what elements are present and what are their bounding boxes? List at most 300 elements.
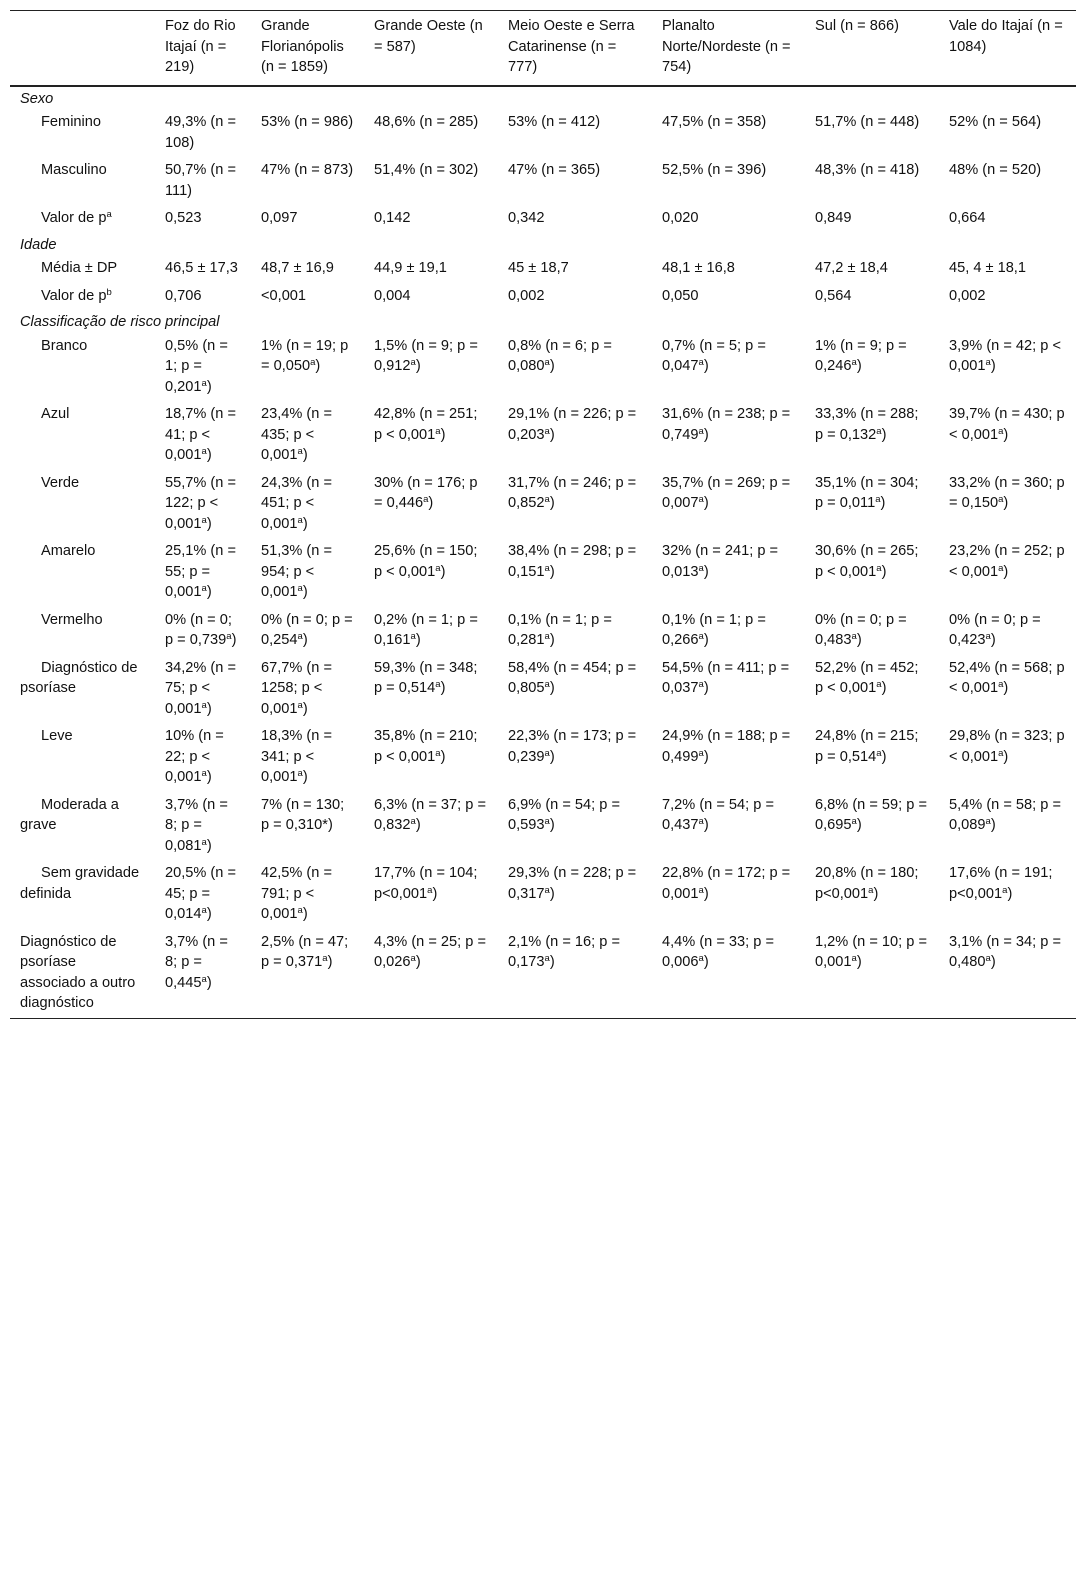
row-label	[10, 607, 155, 655]
table-row	[10, 157, 1076, 205]
cell-value: 0% (n = 0; p = 0,254	[261, 611, 353, 648]
table-cell	[498, 283, 652, 311]
cell-value: 31,7% (n = 246; p = 0,852	[508, 474, 637, 511]
cell-value: 46,5 ± 17,3	[165, 260, 238, 276]
table-cell	[652, 283, 805, 311]
table-cell	[251, 792, 364, 861]
section-heading: Idade	[20, 236, 57, 253]
footnote-marker: a	[544, 357, 550, 368]
closing-paren: )	[302, 515, 308, 532]
table-cell	[251, 333, 364, 402]
cell-value: 18,7% (n = 41; p < 0,001	[165, 406, 236, 463]
footnote-marker: a	[297, 514, 303, 526]
row-label	[10, 283, 155, 311]
cell-value: 49,3% (n = 108)	[165, 114, 236, 151]
row-label	[10, 333, 155, 402]
table-cell	[251, 205, 364, 233]
footnote-marker: a	[435, 562, 441, 574]
footnote-marker: a	[410, 631, 416, 642]
cell-value: 0,706	[165, 287, 202, 304]
cell-value: 52,4% (n = 568; p < 0,001	[949, 659, 1065, 696]
row-label-text: Amarelo	[41, 543, 96, 559]
cell-value: 0,1% (n = 1; p = 0,266	[662, 611, 766, 648]
table-cell	[652, 723, 805, 792]
footnote-marker: a	[435, 679, 441, 690]
footnote-marker: a	[544, 747, 550, 759]
cell-value: 33,3% (n = 288; p = 0,132	[815, 406, 919, 443]
footnote-marker: a	[985, 357, 991, 368]
table-cell	[652, 333, 805, 402]
cell-value: 0,2% (n = 1; p = 0,161	[374, 611, 478, 648]
footnote-marker: a	[297, 768, 303, 779]
closing-paren: )	[703, 563, 709, 580]
table-cell	[155, 929, 251, 1019]
cell-value: 0,1% (n = 1; p = 0,281	[508, 611, 612, 648]
cell-value: 0,523	[165, 210, 202, 226]
cell-value: 4,3% (n = 25; p = 0,026	[374, 933, 486, 970]
cell-value: 48,3% (n = 418)	[815, 162, 920, 178]
row-label	[10, 655, 155, 724]
footnote-marker: a	[998, 494, 1004, 505]
table-cell	[364, 607, 498, 655]
footnote-marker: a	[985, 816, 991, 827]
closing-paren: )	[206, 378, 212, 395]
cell-value: 47% (n = 873)	[261, 162, 354, 178]
closing-paren: )	[873, 885, 879, 902]
table-cell	[805, 255, 939, 283]
cell-value: 2,1% (n = 16; p = 0,173	[508, 933, 620, 970]
footnote-marker: a	[297, 905, 303, 916]
cell-value: 10% (n = 22; p < 0,001	[165, 728, 224, 785]
closing-paren: )	[881, 563, 887, 580]
cell-value: 2,5% (n = 47; p = 0,371	[261, 933, 349, 970]
cell-value: 24,9% (n = 188; p = 0,499	[662, 728, 791, 765]
table-cell	[652, 109, 805, 157]
footnote-marker: a	[698, 953, 704, 964]
table-cell	[251, 109, 364, 157]
footnote-marker: a	[410, 953, 416, 964]
table-row	[10, 929, 1076, 1019]
table-cell	[251, 470, 364, 539]
closing-paren: )	[440, 680, 446, 696]
header-cell: Vale do Itajaí (n = 1084)	[949, 18, 1063, 55]
footnote-marker: a	[435, 425, 441, 437]
table-row	[10, 109, 1076, 157]
cell-value: 3,1% (n = 34; p = 0,480	[949, 933, 1061, 970]
footnote-marker: a	[1002, 884, 1008, 896]
footnote-marker: a	[985, 631, 991, 642]
row-label-text: Sem gravidade definida	[20, 865, 140, 902]
footnote-marker: a	[106, 209, 112, 220]
footnote-marker: a	[998, 747, 1004, 759]
closing-paren: )	[206, 769, 212, 785]
closing-paren: )	[206, 700, 212, 717]
closing-paren: )	[703, 885, 709, 902]
table-cell	[939, 109, 1076, 157]
table-cell	[805, 205, 939, 233]
closing-paren: )	[990, 632, 996, 648]
footnote-marker: a	[876, 425, 882, 437]
cell-value: 0,8% (n = 6; p = 0,080	[508, 337, 612, 374]
cell-value: 17,6% (n = 191; p<0,001	[949, 865, 1053, 902]
footnote-marker: a	[410, 816, 416, 827]
row-label	[10, 929, 155, 1019]
cell-value: 54,5% (n = 411; p = 0,037	[662, 659, 790, 696]
table-cell	[805, 655, 939, 724]
closing-paren: )	[856, 954, 862, 970]
footnote-marker: b	[106, 286, 112, 298]
table-cell	[498, 860, 652, 929]
table-cell	[364, 157, 498, 205]
footnote-marker: a	[544, 679, 550, 690]
closing-paren: )	[549, 495, 555, 511]
table-cell	[805, 109, 939, 157]
cell-value: 0% (n = 0; p = 0,483	[815, 611, 907, 648]
closing-paren: )	[1003, 426, 1009, 443]
table-cell	[251, 655, 364, 724]
cell-value: 44,9 ± 19,1	[374, 260, 447, 276]
closing-paren: )	[415, 954, 421, 970]
results-table	[10, 10, 1076, 1019]
table-cell	[155, 607, 251, 655]
cell-value: 35,1% (n = 304; p = 0,011	[815, 474, 919, 511]
cell-value: 6,9% (n = 54; p = 0,593	[508, 796, 620, 833]
cell-value: 7,2% (n = 54; p = 0,437	[662, 796, 774, 833]
header-cell: Foz do Rio Itajaí (n = 219)	[165, 18, 236, 75]
cell-value: 1% (n = 19; p = 0,050	[261, 337, 349, 374]
table-cell	[939, 255, 1076, 283]
closing-paren: )	[302, 906, 308, 922]
cell-value: 52,5% (n = 396)	[662, 162, 767, 178]
row-label	[10, 538, 155, 607]
table-cell	[251, 860, 364, 929]
footnote-marker: a	[201, 377, 207, 389]
table-cell	[155, 255, 251, 283]
closing-paren: )	[549, 748, 555, 765]
table-cell	[939, 860, 1076, 929]
table-cell	[652, 470, 805, 539]
row-label-text: Valor de p	[41, 210, 107, 226]
footnote-marker: a	[297, 583, 303, 594]
footnote-marker: a	[544, 884, 550, 896]
table-cell	[652, 792, 805, 861]
table-cell	[805, 607, 939, 655]
row-label-text: Azul	[41, 406, 70, 422]
table-cell	[364, 401, 498, 470]
table-cell	[939, 470, 1076, 539]
closing-paren: )	[302, 769, 308, 785]
closing-paren: )	[440, 426, 446, 443]
cell-value: 51,4% (n = 302)	[374, 162, 479, 178]
table-row	[10, 860, 1076, 929]
table-row	[10, 470, 1076, 539]
table-row	[10, 283, 1076, 311]
footnote-marker: a	[322, 953, 328, 964]
cell-value: 32% (n = 241; p = 0,013	[662, 543, 779, 580]
section-row	[10, 86, 1076, 110]
header-cell: Meio Oeste e Serra Catarinense (n = 777)	[508, 18, 635, 75]
table-cell	[498, 333, 652, 402]
footnote-marker: a	[868, 884, 874, 896]
cell-value: 4,4% (n = 33; p = 0,006	[662, 933, 774, 970]
footnote-marker: a	[544, 816, 550, 827]
cell-value: 5,4% (n = 58; p = 0,089	[949, 796, 1061, 833]
footnote-marker: a	[698, 747, 704, 759]
table-cell	[805, 723, 939, 792]
cell-value: 1% (n = 9; p = 0,246	[815, 337, 907, 374]
table-cell	[251, 157, 364, 205]
footnote-marker: a	[698, 357, 704, 368]
table-cell	[805, 401, 939, 470]
footnote-marker: a	[297, 446, 303, 457]
cell-value: 47,2 ± 18,4	[815, 260, 888, 276]
table-cell	[364, 470, 498, 539]
footnote-marker: a	[698, 562, 704, 574]
table-cell	[155, 470, 251, 539]
table-cell	[251, 255, 364, 283]
closing-paren: )	[856, 817, 862, 833]
footnote-marker: a	[998, 425, 1004, 437]
header-cell: Grande Florianópolis (n = 1859)	[261, 18, 344, 75]
table-cell	[364, 255, 498, 283]
table-cell	[364, 655, 498, 724]
table-cell	[251, 283, 364, 311]
table-cell	[498, 205, 652, 233]
closing-paren: )	[703, 748, 709, 765]
footnote-marker: a	[201, 514, 207, 526]
table-cell	[155, 538, 251, 607]
cell-value: 35,8% (n = 210; p < 0,001	[374, 728, 478, 765]
table-cell	[939, 401, 1076, 470]
cell-value: 22,8% (n = 172; p = 0,001	[662, 865, 791, 902]
cell-value: 17,7% (n = 104; p<0,001	[374, 865, 478, 902]
footnote-marker: a	[851, 631, 857, 642]
header-row	[10, 11, 1076, 86]
cell-value: 0,004	[374, 287, 411, 304]
cell-value: 53% (n = 412)	[508, 114, 601, 130]
cell-value: 42,8% (n = 251; p < 0,001	[374, 406, 478, 443]
cell-value: 1,2% (n = 10; p = 0,001	[815, 933, 927, 970]
footnote-marker: a	[698, 425, 704, 437]
footnote-marker: a	[698, 494, 704, 505]
cell-value: 0% (n = 0; p = 0,739	[165, 611, 232, 648]
table-cell	[805, 283, 939, 311]
table-cell	[498, 401, 652, 470]
closing-paren: )	[1007, 885, 1013, 902]
table-cell	[498, 929, 652, 1019]
cell-value: 51,7% (n = 448)	[815, 114, 920, 130]
table-row	[10, 401, 1076, 470]
cell-value: 0,002	[949, 287, 986, 304]
row-label	[10, 205, 155, 233]
cell-value: 34,2% (n = 75; p < 0,001	[165, 659, 236, 717]
table-cell	[939, 792, 1076, 861]
closing-paren: )	[302, 447, 308, 463]
cell-value: 48% (n = 520)	[949, 162, 1042, 178]
footnote-marker: a	[544, 953, 550, 964]
results-table-container	[10, 10, 1076, 1019]
footnote-marker: a	[544, 631, 550, 642]
table-cell	[364, 109, 498, 157]
footnote-marker: a	[544, 562, 550, 574]
cell-value: 6,8% (n = 59; p = 0,695	[815, 796, 927, 833]
footnote-marker: a	[851, 357, 857, 368]
row-label	[10, 860, 155, 929]
footnote-marker: a	[876, 747, 882, 759]
footnote-marker: a	[201, 768, 207, 779]
row-label-text: Masculino	[41, 162, 107, 178]
footnote-marker: a	[875, 494, 881, 505]
cell-value: 45 ± 18,7	[508, 260, 569, 276]
table-cell	[364, 723, 498, 792]
table-cell	[155, 157, 251, 205]
closing-paren: )	[703, 632, 709, 648]
table-cell	[251, 401, 364, 470]
table-cell	[155, 333, 251, 402]
closing-paren: )	[549, 426, 555, 443]
closing-paren: )	[206, 447, 212, 463]
footnote-marker: a	[201, 446, 207, 457]
cell-value: 29,3% (n = 228; p = 0,317	[508, 865, 637, 902]
cell-value: 0,050	[662, 287, 699, 304]
table-cell	[251, 607, 364, 655]
table-row	[10, 792, 1076, 861]
table-cell	[939, 929, 1076, 1019]
cell-value: <0,001	[261, 287, 307, 304]
closing-paren: )	[206, 837, 212, 854]
table-cell	[251, 538, 364, 607]
row-label-text: Valor de p	[41, 287, 107, 304]
section-row	[10, 233, 1076, 256]
table-cell	[805, 470, 939, 539]
closing-paren: )	[415, 817, 421, 833]
closing-paren: )	[440, 563, 446, 580]
table-cell	[155, 792, 251, 861]
footnote-marker: a	[851, 816, 857, 827]
cell-value: 0,002	[508, 287, 545, 304]
cell-value: 30,6% (n = 265; p < 0,001	[815, 543, 919, 580]
cell-value: 47% (n = 365)	[508, 162, 601, 178]
header-cell	[10, 11, 155, 86]
cell-value: 47,5% (n = 358)	[662, 114, 767, 130]
cell-value: 42,5% (n = 791; p < 0,001	[261, 865, 332, 922]
table-cell	[939, 538, 1076, 607]
closing-paren: )	[881, 748, 887, 765]
table-cell	[155, 109, 251, 157]
row-label-text: Verde	[41, 474, 80, 491]
table-cell	[939, 157, 1076, 205]
cell-value: 45, 4 ± 18,1	[949, 260, 1026, 276]
closing-paren: )	[990, 817, 996, 833]
table-cell	[155, 283, 251, 311]
closing-paren: )	[881, 680, 887, 696]
cell-value: 7% (n = 130; p = 0,310*)	[261, 796, 345, 833]
cell-value: 23,4% (n = 435; p < 0,001	[261, 406, 332, 463]
footnote-marker: a	[998, 679, 1004, 690]
row-label-text: Diagnóstico de psoríase	[20, 659, 138, 696]
table-cell	[652, 655, 805, 724]
table-cell	[364, 538, 498, 607]
cell-value: 52% (n = 564)	[949, 114, 1042, 130]
table-cell	[939, 607, 1076, 655]
row-label	[10, 401, 155, 470]
row-label	[10, 470, 155, 539]
closing-paren: )	[1003, 563, 1009, 580]
closing-paren: )	[703, 358, 709, 374]
table-cell	[155, 860, 251, 929]
table-cell	[805, 792, 939, 861]
cell-value: 39,7% (n = 430; p < 0,001	[949, 406, 1065, 443]
row-label-text: Moderada a grave	[20, 796, 119, 833]
table-cell	[652, 205, 805, 233]
table-cell	[498, 723, 652, 792]
cell-value: 25,1% (n = 55; p = 0,001	[165, 543, 236, 600]
cell-value: 53% (n = 986)	[261, 114, 354, 130]
cell-value: 55,7% (n = 122; p < 0,001	[165, 474, 236, 532]
table-cell	[939, 655, 1076, 724]
table-cell	[498, 470, 652, 539]
cell-value: 25,6% (n = 150; p < 0,001	[374, 543, 478, 580]
table-cell	[364, 860, 498, 929]
closing-paren: )	[302, 584, 308, 600]
closing-paren: )	[415, 632, 421, 648]
table-row	[10, 333, 1076, 402]
table-row	[10, 538, 1076, 607]
row-label	[10, 157, 155, 205]
footnote-marker: a	[201, 905, 207, 916]
table-cell	[364, 205, 498, 233]
cell-value: 48,7 ± 16,9	[261, 260, 334, 276]
table-cell	[805, 929, 939, 1019]
cell-value: 48,6% (n = 285)	[374, 114, 479, 130]
closing-paren: )	[428, 495, 434, 511]
cell-value: 59,3% (n = 348; p = 0,514	[374, 659, 478, 696]
cell-value: 24,3% (n = 451; p < 0,001	[261, 474, 332, 532]
footnote-marker: a	[544, 494, 550, 505]
row-label-text: Média ± DP	[41, 260, 118, 276]
cell-value: 0,020	[662, 210, 699, 226]
table-cell	[652, 607, 805, 655]
cell-value: 0,5% (n = 1; p = 0,201	[165, 337, 228, 395]
cell-value: 0,849	[815, 210, 852, 226]
cell-value: 0,342	[508, 210, 545, 226]
table-cell	[652, 929, 805, 1019]
table-cell	[364, 283, 498, 311]
closing-paren: )	[703, 426, 709, 443]
table-cell	[498, 157, 652, 205]
closing-paren: )	[206, 974, 212, 991]
section-heading: Classificação de risco principal	[20, 314, 220, 330]
table-cell	[498, 255, 652, 283]
closing-paren: )	[315, 358, 321, 374]
closing-paren: )	[990, 954, 996, 970]
closing-paren: )	[549, 563, 555, 580]
footnote-marker: a	[698, 816, 704, 827]
cell-value: 35,7% (n = 269; p = 0,007	[662, 474, 791, 511]
table-cell	[939, 283, 1076, 311]
cell-value: 51,3% (n = 954; p < 0,001	[261, 543, 332, 600]
closing-paren: )	[1003, 680, 1009, 696]
table-cell	[939, 205, 1076, 233]
cell-value: 18,3% (n = 341; p < 0,001	[261, 728, 332, 785]
closing-paren: )	[1003, 495, 1009, 511]
table-cell	[364, 929, 498, 1019]
footnote-marker: a	[201, 836, 207, 848]
closing-paren: )	[703, 817, 709, 833]
footnote-marker: a	[698, 631, 704, 642]
closing-paren: )	[206, 906, 212, 922]
cell-value: 0,7% (n = 5; p = 0,047	[662, 337, 766, 374]
